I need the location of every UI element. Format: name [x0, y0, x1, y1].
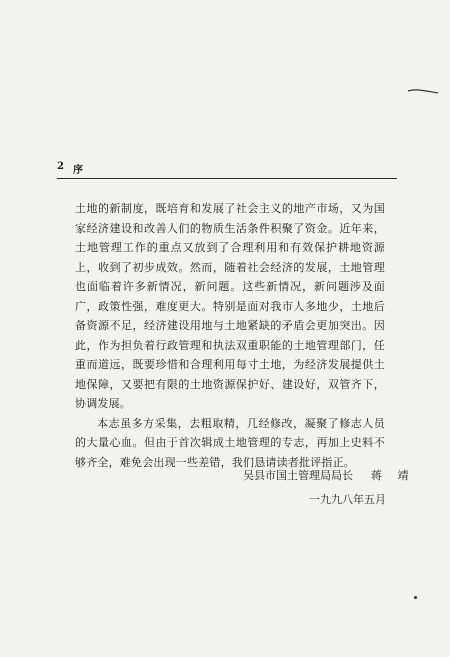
paragraph-1: 土地的新制度，既培育和发展了社会主义的地产市场，又为国家经济建设和改善人们的物质生活条件积聚了资金。近年来，土地管理工作的重点又放到了合理利用和有效保护耕地资源上，收到了初步成效。然而，随着社会经济的发展，土地管理也面临着许多新情况，新问题。这些新情况，新问题涉及面广，政策性强，难度更大。特别是面对我市人多地少，土地后备资源不足，经济建设用地与土地紧缺的矛盾会更加突出。因此，作为担负着行政管理和执法双重职能的土地管理部门，任重而道远，既要珍惜和合理利用每寸土地，为经济发展提供土地保障，又要把有限的土地资源保护好、建设好，双管齐下，协调发展。	[75, 202, 385, 410]
signer-name: 蒋 靖	[371, 469, 415, 482]
header-rule	[57, 178, 397, 179]
scan-speck	[414, 596, 417, 599]
signature-date: 一九九八年五月	[309, 493, 386, 506]
body-text	[75, 199, 385, 472]
scan-mark	[408, 86, 438, 94]
paragraph-2: 本志虽多方采集，去粗取精，几经修改，凝聚了修志人员的大量心血。但由于首次辑成土地管理的专志，再加上史料不够齐全，难免会出现一些差错，我们恳请读者批评指正。	[75, 416, 385, 469]
page-number: 2	[57, 161, 64, 172]
page-header	[57, 161, 397, 177]
signer-title: 吴县市国土管理局局长	[243, 469, 353, 482]
running-head: 序	[73, 165, 83, 176]
signature-block	[243, 464, 415, 512]
signature-line	[243, 464, 415, 488]
